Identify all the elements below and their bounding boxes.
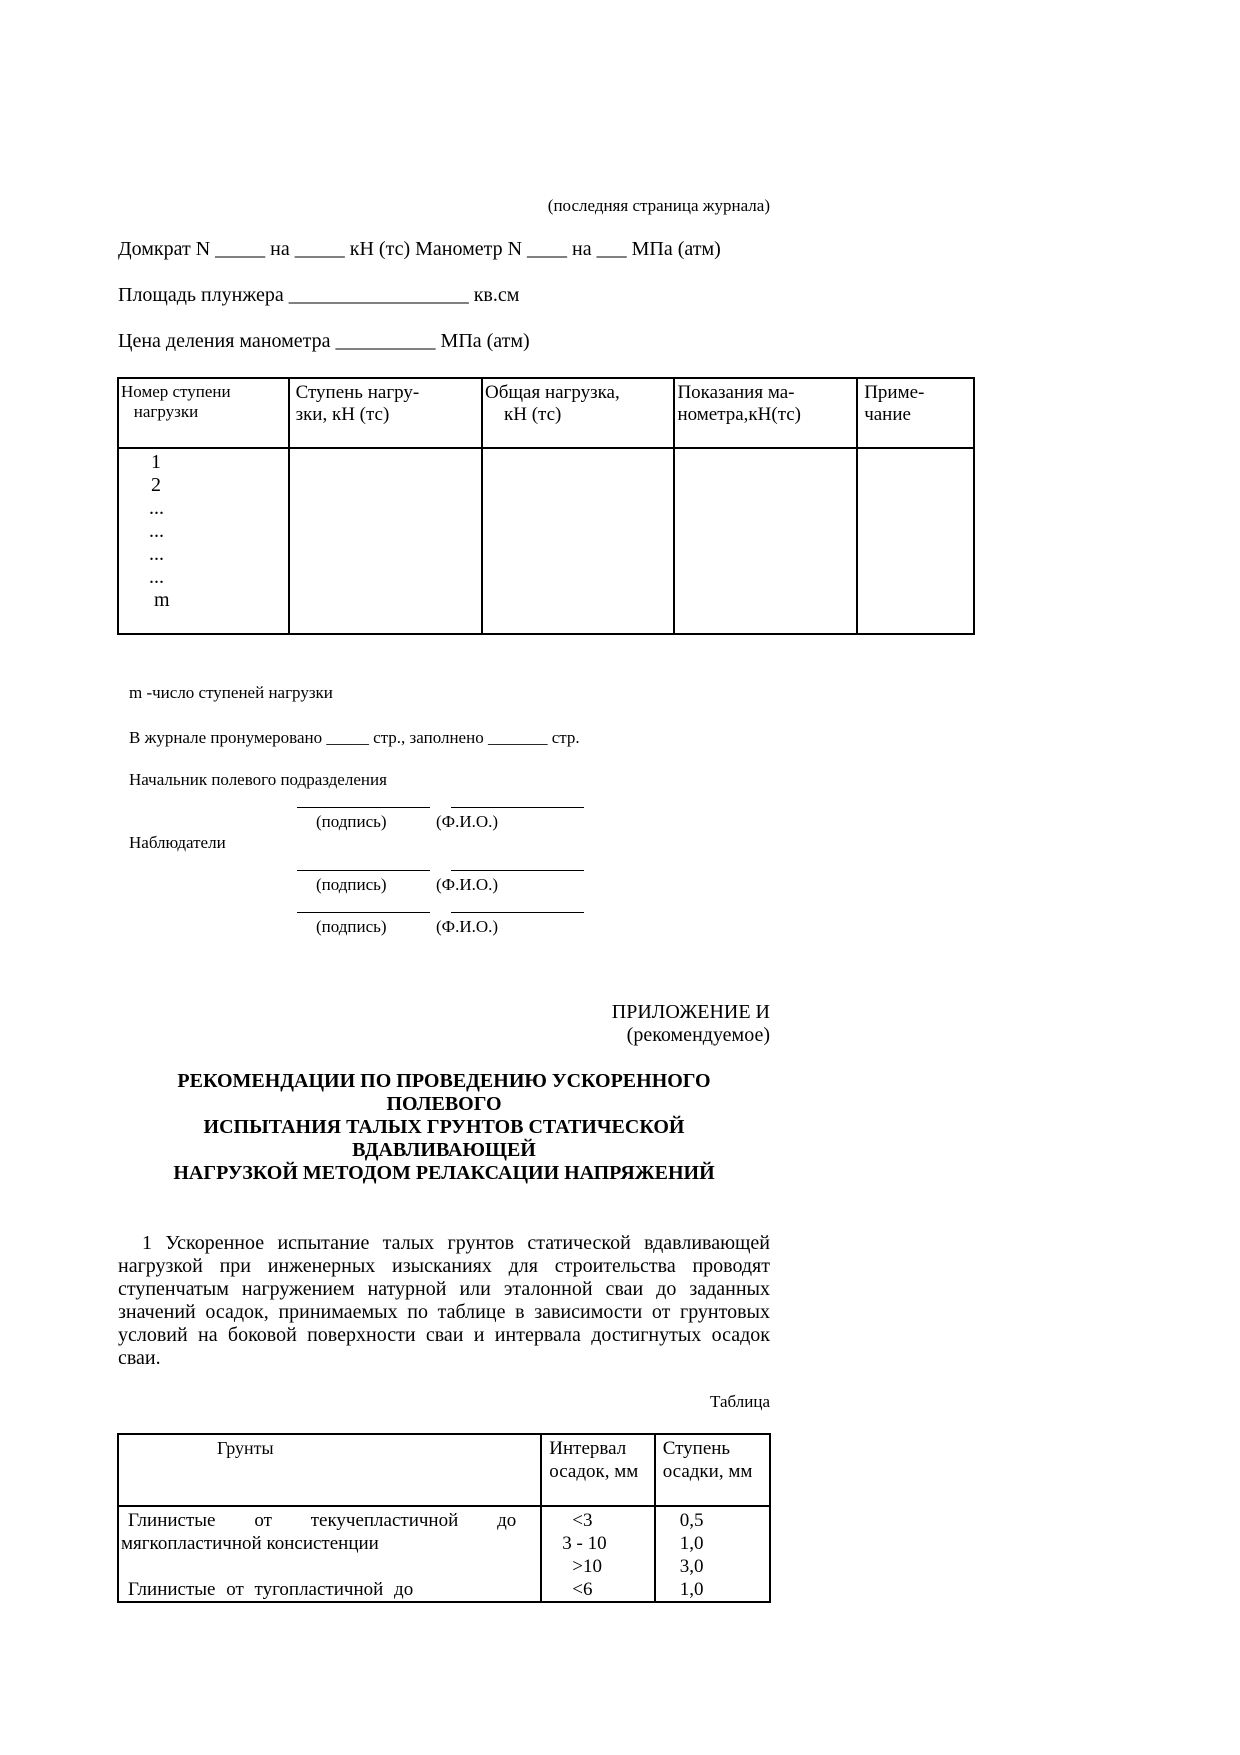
header-line: зки, кН (тс) xyxy=(295,404,390,425)
observers-label: Наблюдатели xyxy=(129,833,226,852)
step-number: 1 xyxy=(151,451,161,473)
header-line: осадки, мм xyxy=(662,1461,753,1482)
table-header-row xyxy=(118,1434,770,1506)
col-total-load xyxy=(482,378,674,448)
load-step-cell xyxy=(289,448,482,634)
appendix-label: ПРИЛОЖЕНИЕ И xyxy=(611,1001,770,1023)
interval-value: 3 - 10 xyxy=(562,1533,607,1554)
header-line: осадок, мм xyxy=(549,1461,639,1482)
col-note xyxy=(857,378,974,448)
total-load-cell xyxy=(482,448,674,634)
soil-line: Глинистые от тугопластичной до xyxy=(128,1579,414,1600)
soil-cell xyxy=(118,1506,541,1602)
soil-line: мягкопластичной консистенции xyxy=(121,1533,379,1554)
fio-caption: (Ф.И.О.) xyxy=(436,917,499,936)
signature-line xyxy=(297,912,430,913)
step-numbers-cell xyxy=(118,448,289,634)
interval-value: >10 xyxy=(572,1556,602,1577)
load-steps-table xyxy=(117,377,975,635)
pages-count-line: В журнале пронумеровано _____ стр., заполнено _______ стр. xyxy=(129,728,580,747)
soil-line: Глинистые от текучепластичной до xyxy=(128,1510,517,1531)
paragraph-1: 1 Ускоренное испытание талых грунтов статической вдавливающей нагрузкой при инженерных изысканиях для строительства проводят ступенчатым нагружением натурной или эталонной сваи до заданных значений осадок, принимаемых по таблице в зависимости от грунтовых условий на боковой поверхности сваи и интервала достигнутых осадок сваи. xyxy=(118,1232,770,1369)
col-manometer-readings xyxy=(674,378,857,448)
step-value: 1,0 xyxy=(679,1533,704,1554)
col-soils: Грунты xyxy=(118,1434,541,1506)
header-line: Приме- xyxy=(864,382,925,403)
table-header-row xyxy=(118,378,974,448)
soils-settlement-table xyxy=(117,1433,771,1603)
header-line: Показания ма- xyxy=(677,382,795,403)
title-line: РЕКОМЕНДАЦИИ ПО ПРОВЕДЕНИЮ УСКОРЕННОГО xyxy=(177,1070,711,1092)
col-step-number xyxy=(118,378,289,448)
manometer-cell xyxy=(674,448,857,634)
appendix-title xyxy=(118,1070,770,1185)
table-label: Таблица xyxy=(710,1392,770,1411)
signature-caption: (подпись) xyxy=(316,875,387,894)
step-value: 1,0 xyxy=(679,1579,704,1600)
manometer-division-line: Цена деления манометра __________ МПа (атм) xyxy=(118,330,530,352)
m-definition: m -число ступеней нагрузки xyxy=(129,683,333,702)
step-number: ... xyxy=(149,520,164,542)
header-line: Номер ступени xyxy=(121,382,231,401)
journal-last-page-note: (последняя страница журнала) xyxy=(547,196,770,215)
fio-caption: (Ф.И.О.) xyxy=(436,875,499,894)
signature-caption: (подпись) xyxy=(316,812,387,831)
soil-line-blank xyxy=(121,1555,516,1578)
title-line: ВДАВЛИВАЮЩЕЙ xyxy=(352,1139,536,1161)
table-row xyxy=(118,1506,770,1602)
step-cell xyxy=(655,1506,770,1602)
step-value: 0,5 xyxy=(679,1510,704,1531)
chief-label: Начальник полевого подразделения xyxy=(129,770,387,789)
col-step xyxy=(655,1434,770,1506)
name-line xyxy=(451,912,584,913)
name-line xyxy=(451,870,584,871)
col-interval xyxy=(541,1434,654,1506)
table-row xyxy=(118,448,974,634)
interval-value: <3 xyxy=(572,1510,593,1531)
fio-caption: (Ф.И.О.) xyxy=(436,812,499,831)
note-cell xyxy=(857,448,974,634)
col-load-step xyxy=(289,378,482,448)
title-line: НАГРУЗКОЙ МЕТОДОМ РЕЛАКСАЦИИ НАПРЯЖЕНИЙ xyxy=(173,1162,715,1184)
plunger-area-line: Площадь плунжера __________________ кв.см xyxy=(118,284,520,306)
interval-value: <6 xyxy=(572,1579,593,1600)
signature-caption: (подпись) xyxy=(316,917,387,936)
appendix-status: (рекомендуемое) xyxy=(626,1024,770,1046)
step-number: ... xyxy=(149,566,164,588)
header-line: Интервал xyxy=(549,1438,627,1459)
header-line: чание xyxy=(864,404,911,425)
signature-line xyxy=(297,870,430,871)
jack-manometer-line: Домкрат N _____ на _____ кН (тс) Манометр N ____ на ___ МПа (атм) xyxy=(118,238,721,260)
header-line: Общая нагрузка, xyxy=(485,382,620,403)
header-line: кН (тс) xyxy=(485,404,562,425)
signature-line xyxy=(297,807,430,808)
step-value: 3,0 xyxy=(679,1556,704,1577)
step-number: 2 xyxy=(151,474,161,496)
interval-cell xyxy=(541,1506,654,1602)
title-line: ПОЛЕВОГО xyxy=(386,1093,502,1115)
step-number: ... xyxy=(149,497,164,519)
header-line: нагрузки xyxy=(121,402,199,421)
header-line: нометра,кН(тс) xyxy=(677,404,802,425)
header-line: Ступень нагру- xyxy=(295,382,420,403)
title-line: ИСПЫТАНИЯ ТАЛЫХ ГРУНТОВ СТАТИЧЕСКОЙ xyxy=(203,1116,685,1138)
name-line xyxy=(451,807,584,808)
step-number: ... xyxy=(149,543,164,565)
step-number: m xyxy=(154,589,170,611)
header-line: Ступень xyxy=(662,1438,731,1459)
